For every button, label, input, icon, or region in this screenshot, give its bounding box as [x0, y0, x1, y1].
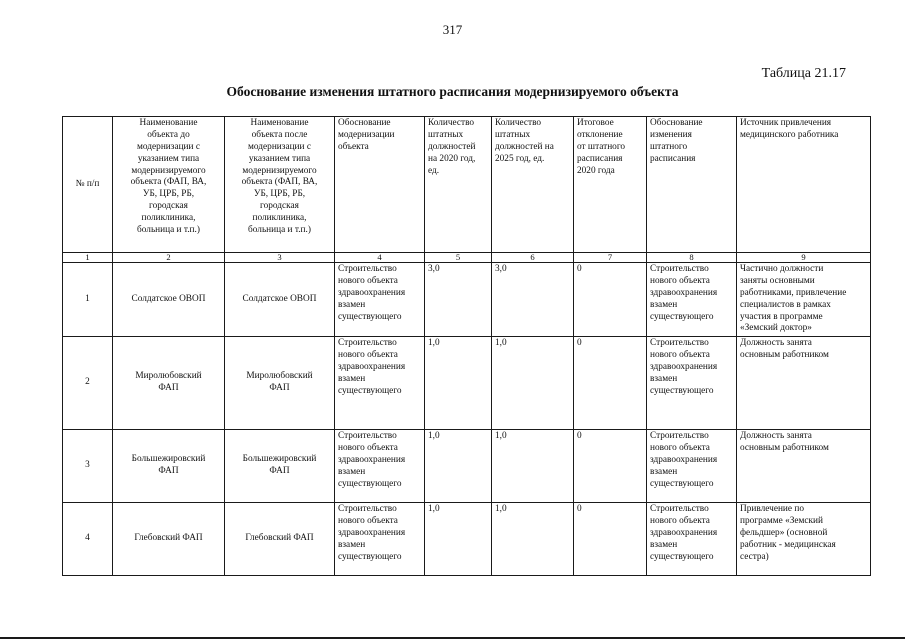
header-cell-staff-2020: Количество штатных должностей на 2020 год, ед. [425, 117, 492, 253]
deviation: 0 [574, 263, 647, 337]
header-cell-change-reason: Обоснование изменения штатного расписания [647, 117, 737, 253]
object-before: Миролюбовский ФАП [113, 337, 225, 430]
worker-source: Должность занята основным работником [737, 430, 871, 503]
column-number: 3 [225, 253, 335, 263]
modernization-justification: Строительство нового объекта здравоохранения взамен существующего [335, 430, 425, 503]
object-after: Большежировский ФАП [225, 430, 335, 503]
table-label: Таблица 21.17 [761, 66, 846, 81]
staff-2025: 1,0 [492, 337, 574, 430]
change-reason: Строительство нового объекта здравоохранения взамен существующего [647, 503, 737, 576]
column-number-row [63, 253, 871, 263]
column-number: 1 [63, 253, 113, 263]
header-cell-before: Наименование объекта до модернизации с указанием типа модернизируемого объекта (ФАП, ВА, УБ, ЦРБ, РБ, городская поликлиника, больница и т.п.) [113, 117, 225, 253]
deviation: 0 [574, 430, 647, 503]
header-cell-after: Наименование объекта после модернизации с указанием типа модернизируемого объекта (ФАП, ВА, УБ, ЦРБ, РБ, городская поликлиника, больница и т.п.) [225, 117, 335, 253]
worker-source: Частично должности заняты основными работниками, привлечение специалистов в рамках участия в программе «Земский доктор» [737, 263, 871, 337]
staff-2020: 1,0 [425, 430, 492, 503]
table-row [63, 263, 871, 337]
object-after: Миролюбовский ФАП [225, 337, 335, 430]
object-after: Солдатское ОВОП [225, 263, 335, 337]
header-cell-justification: Обоснование модернизации объекта [335, 117, 425, 253]
column-number: 5 [425, 253, 492, 263]
change-reason: Строительство нового объекта здравоохранения взамен существующего [647, 430, 737, 503]
table-row [63, 337, 871, 430]
column-number: 9 [737, 253, 871, 263]
page-bottom-rule [0, 637, 905, 639]
staff-2025: 1,0 [492, 430, 574, 503]
table-row [63, 430, 871, 503]
change-reason: Строительство нового объекта здравоохранения взамен существующего [647, 337, 737, 430]
staff-2025: 3,0 [492, 263, 574, 337]
header-cell-deviation: Итоговое отклонение от штатного расписания 2020 года [574, 117, 647, 253]
header-cell-num: № п/п [63, 117, 113, 253]
column-number: 6 [492, 253, 574, 263]
column-number: 7 [574, 253, 647, 263]
staff-2025: 1,0 [492, 503, 574, 576]
deviation: 0 [574, 337, 647, 430]
staff-2020: 1,0 [425, 503, 492, 576]
object-after: Глебовский ФАП [225, 503, 335, 576]
row-number: 3 [63, 430, 113, 503]
modernization-justification: Строительство нового объекта здравоохранения взамен существующего [335, 263, 425, 337]
column-number: 8 [647, 253, 737, 263]
header-row [63, 117, 871, 253]
object-before: Глебовский ФАП [113, 503, 225, 576]
header-cell-source: Источник привлечения медицинского работника [737, 117, 871, 253]
staff-2020: 1,0 [425, 337, 492, 430]
row-number: 4 [63, 503, 113, 576]
column-number: 2 [113, 253, 225, 263]
object-before: Большежировский ФАП [113, 430, 225, 503]
column-number: 4 [335, 253, 425, 263]
page-number: 317 [442, 22, 463, 37]
document-title: Обоснование изменения штатного расписания модернизируемого объекта [226, 84, 679, 99]
staffing-table [62, 116, 871, 576]
staff-2020: 3,0 [425, 263, 492, 337]
worker-source: Должность занята основным работником [737, 337, 871, 430]
row-number: 1 [63, 263, 113, 337]
modernization-justification: Строительство нового объекта здравоохранения взамен существующего [335, 503, 425, 576]
table-row [63, 503, 871, 576]
change-reason: Строительство нового объекта здравоохранения взамен существующего [647, 263, 737, 337]
object-before: Солдатское ОВОП [113, 263, 225, 337]
header-cell-staff-2025: Количество штатных должностей на 2025 год, ед. [492, 117, 574, 253]
deviation: 0 [574, 503, 647, 576]
row-number: 2 [63, 337, 113, 430]
modernization-justification: Строительство нового объекта здравоохранения взамен существующего [335, 337, 425, 430]
worker-source: Привлечение по программе «Земский фельдшер» (основной работник - медицинская сестра) [737, 503, 871, 576]
